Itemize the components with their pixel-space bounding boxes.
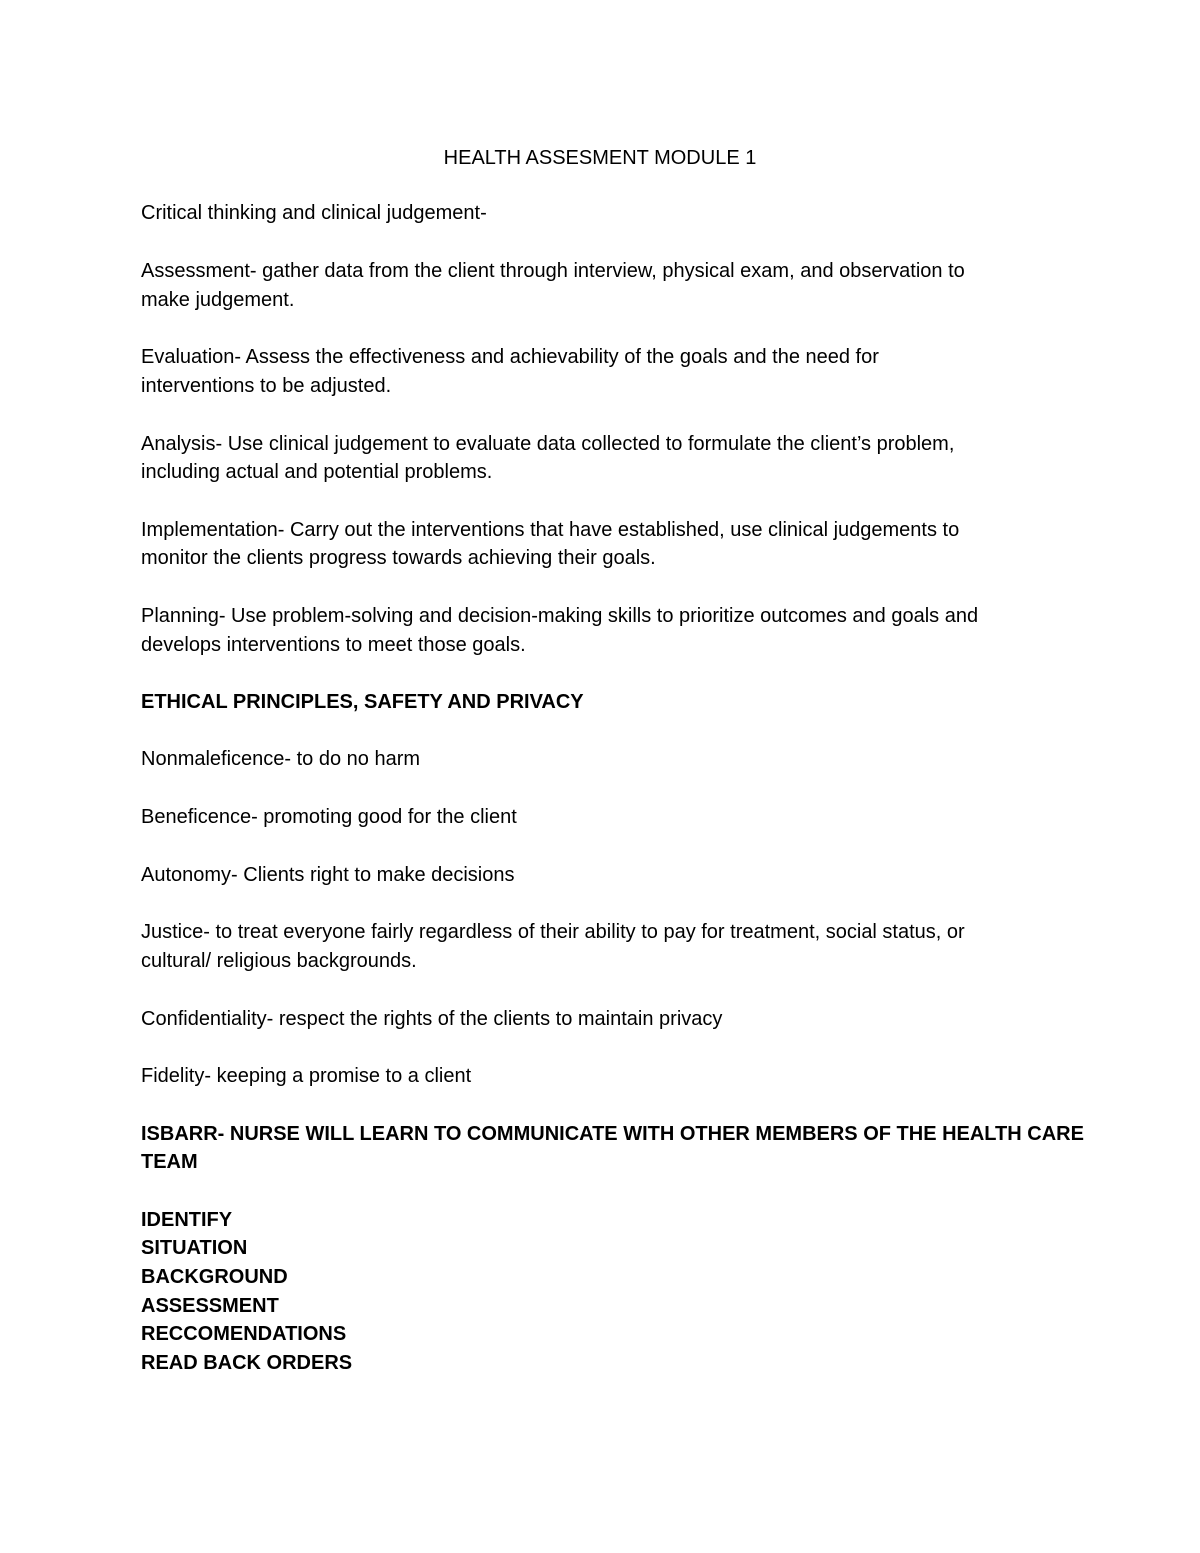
isbarr-heading-line-2: TEAM — [141, 1151, 198, 1173]
evaluation-line-2: interventions to be adjusted. — [141, 375, 392, 397]
isbarr-item-situation: SITUATION — [141, 1237, 248, 1259]
assessment-line-1: Assessment- gather data from the client through interview, physical exam, and observation to — [141, 260, 965, 282]
ethics-heading: ETHICAL PRINCIPLES, SAFETY AND PRIVACY — [141, 691, 584, 713]
planning-line-2: develops interventions to meet those goals. — [141, 634, 526, 656]
evaluation-line-1: Evaluation- Assess the effectiveness and achievability of the goals and the need for — [141, 346, 879, 368]
planning-line-1: Planning- Use problem-solving and decision-making skills to prioritize outcomes and goals and — [141, 605, 979, 627]
autonomy-line: Autonomy- Clients right to make decisions — [141, 864, 515, 886]
critical-thinking-heading: Critical thinking and clinical judgement- — [141, 202, 487, 224]
justice-line-2: cultural/ religious backgrounds. — [141, 950, 417, 972]
beneficence-line: Beneficence- promoting good for the client — [141, 806, 517, 828]
isbarr-item-read-back-orders: READ BACK ORDERS — [141, 1352, 353, 1374]
nonmaleficence-line: Nonmaleficence- to do no harm — [141, 748, 421, 770]
isbarr-item-assessment: ASSESSMENT — [141, 1295, 279, 1317]
confidentiality-line: Confidentiality- respect the rights of the clients to maintain privacy — [141, 1008, 723, 1030]
fidelity-line: Fidelity- keeping a promise to a client — [141, 1065, 472, 1087]
analysis-line-2: including actual and potential problems. — [141, 461, 493, 483]
page-title: HEALTH ASSESMENT MODULE 1 — [443, 147, 757, 169]
isbarr-item-identify: IDENTIFY — [141, 1209, 233, 1231]
assessment-line-2: make judgement. — [141, 289, 295, 311]
implementation-line-1: Implementation- Carry out the interventions that have established, use clinical judgements to — [141, 519, 960, 541]
isbarr-heading-line-1: ISBARR- NURSE WILL LEARN TO COMMUNICATE WITH OTHER MEMBERS OF THE HEALTH CARE — [141, 1123, 1084, 1145]
analysis-line-1: Analysis- Use clinical judgement to evaluate data collected to formulate the client’s problem, — [141, 433, 955, 455]
isbarr-item-recommendations: RECCOMENDATIONS — [141, 1323, 347, 1345]
implementation-line-2: monitor the clients progress towards achieving their goals. — [141, 547, 656, 569]
isbarr-item-background: BACKGROUND — [141, 1266, 288, 1288]
justice-line-1: Justice- to treat everyone fairly regardless of their ability to pay for treatment, social status, or — [141, 921, 965, 943]
